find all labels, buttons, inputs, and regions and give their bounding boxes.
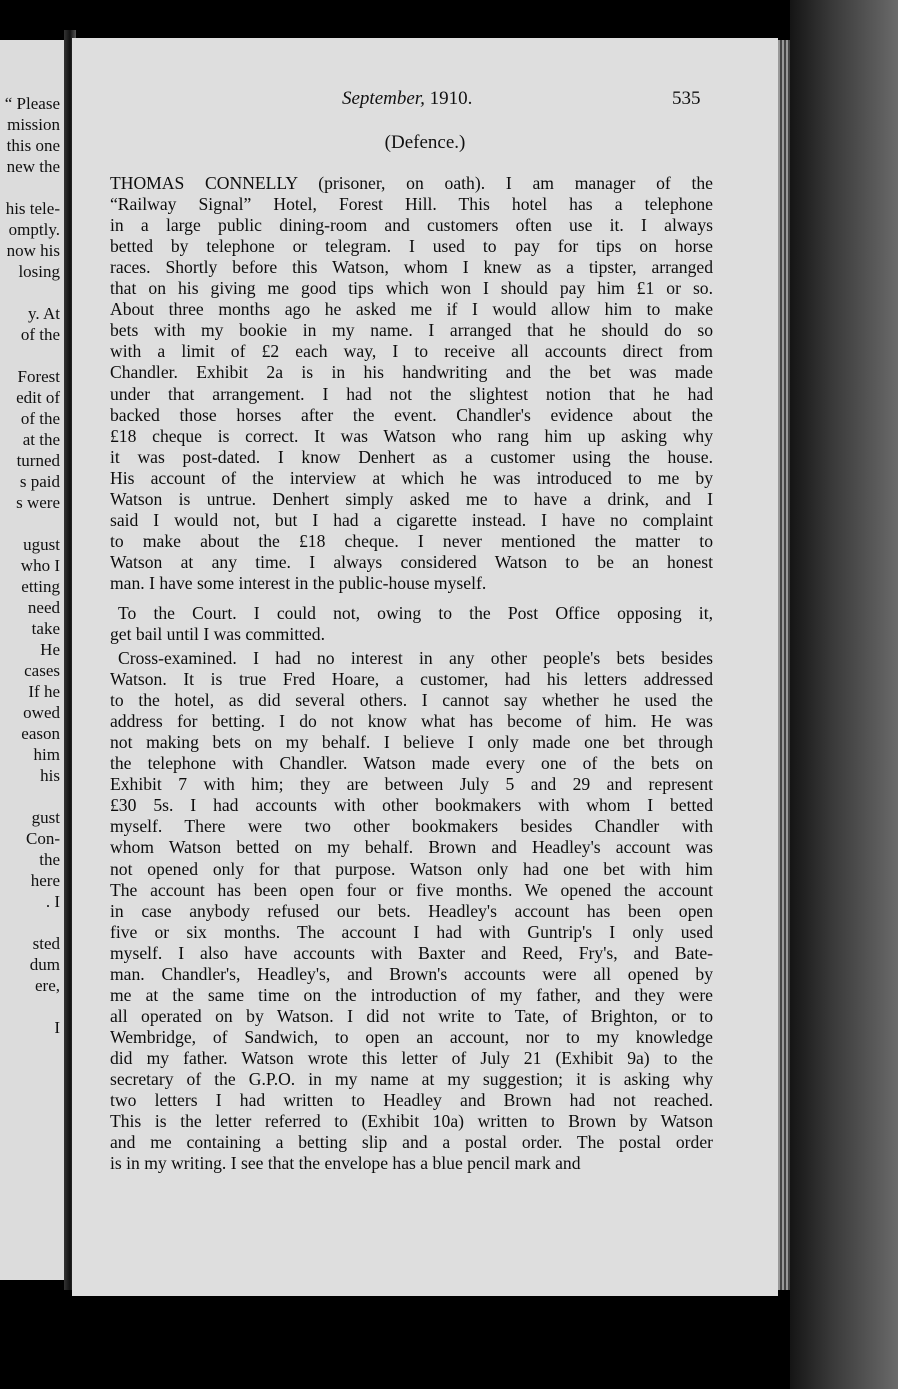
- text-line: myself. There were two other bookmakers besides Chandler with: [110, 816, 713, 837]
- margin-fragment: new the: [6, 157, 60, 176]
- text-line: that on his giving me good tips which won I should pay him £1 or so.: [110, 278, 713, 299]
- margin-fragment: turned: [16, 451, 60, 470]
- margin-fragment: take: [31, 619, 60, 638]
- text-line: “Railway Signal” Hotel, Forest Hill. This hotel has a telephone: [110, 194, 713, 215]
- section-title: (Defence.): [384, 132, 466, 153]
- text-line: whom Watson betted on my behalf. Brown and Headley's account was: [110, 837, 713, 858]
- text-line: Chandler. Exhibit 2a is in his handwriting and the bet was made: [110, 362, 713, 383]
- text-line: two letters I had written to Headley and Brown had not reached.: [110, 1090, 713, 1111]
- text-line: £30 5s. I had accounts with other bookmakers with whom I betted: [110, 795, 713, 816]
- text-line: not making bets on my behalf. I believe I only made one bet through: [110, 732, 713, 753]
- text-line: myself. I also have accounts with Baxter and Reed, Fry's, and Bate-: [110, 942, 713, 963]
- text-line: said I would not, but I had a cigarette instead. I have no complaint: [110, 509, 713, 530]
- margin-fragment: ere,: [34, 976, 60, 995]
- margin-fragment: now his: [6, 241, 60, 260]
- text-line: in case anybody refused our bets. Headley's account has been open: [110, 900, 713, 921]
- text-line: races. Shortly before this Watson, whom I knew as a tipster, arranged: [110, 257, 713, 278]
- text-line: under that arrangement. I had not the slightest notion that he had: [110, 383, 713, 404]
- text-line: to the hotel, as did several others. I cannot say whether he used the: [110, 690, 713, 711]
- text-line: Watson is untrue. Denhert simply asked me to have a drink, and I: [110, 488, 713, 509]
- text-line: did my father. Watson wrote this letter of July 21 (Exhibit 9a) to the: [110, 1047, 713, 1068]
- margin-fragment: him: [33, 745, 60, 764]
- text-line: His account of the interview at which he was introduced to me by: [110, 467, 713, 488]
- margin-fragment: losing: [18, 262, 60, 281]
- margin-fragment: sted: [32, 934, 60, 953]
- margin-fragment: “ Please: [4, 94, 60, 113]
- margin-fragment: I: [54, 1018, 60, 1037]
- margin-fragment: ugust: [23, 535, 60, 554]
- text-line: address for betting. I do not know what has become of him. He was: [110, 711, 713, 732]
- margin-fragment: the: [39, 850, 60, 869]
- margin-fragment: of the: [20, 325, 60, 344]
- facing-page-margin: [0, 40, 64, 1280]
- text-line: Watson at any time. I always considered Watson to be an honest: [110, 551, 713, 572]
- text-line: £18 cheque is correct. It was Watson who rang him up asking why: [110, 425, 713, 446]
- margin-fragment: owed: [23, 703, 60, 722]
- text-line: me at the same time on the introduction of my father, and they were: [110, 984, 713, 1005]
- margin-fragment: Forest: [17, 367, 60, 386]
- text-line: The account has been open four or five months. We opened the account: [110, 879, 713, 900]
- margin-fragment: omptly.: [8, 220, 60, 239]
- margin-fragment: here: [30, 871, 60, 890]
- margin-fragment: If he: [28, 682, 60, 701]
- text-line: About three months ago he asked me if I would allow him to make: [110, 299, 713, 320]
- text-line: the telephone with Chandler. Watson made every one of the bets on: [110, 753, 713, 774]
- margin-fragment: mission: [7, 115, 60, 134]
- scan-background: [790, 0, 898, 1389]
- margin-fragment: need: [27, 598, 60, 617]
- page-edges: [778, 40, 790, 1290]
- text-line: To the Court. I could not, owing to the Post Office opposing it,: [118, 603, 713, 623]
- margin-fragment: Con-: [26, 829, 60, 848]
- margin-fragment: s were: [16, 493, 60, 512]
- margin-fragment: gust: [31, 808, 60, 827]
- text-line: to make about the £18 cheque. I never mentioned the matter to: [110, 530, 713, 551]
- margin-fragment: etting: [21, 577, 60, 596]
- text-line: all operated on by Watson. I did not write to Tate, of Brighton, or to: [110, 1005, 713, 1026]
- text-line: betted by telephone or telegram. I used to pay for tips on horse: [110, 236, 713, 257]
- text-line: is in my writing. I see that the envelope has a blue pencil mark and: [110, 1153, 581, 1174]
- margin-fragment: of the: [20, 409, 60, 428]
- text-line: not opened only for that purpose. Watson only had one bet with him: [110, 858, 713, 879]
- text-line: backed those horses after the event. Chandler's evidence about the: [110, 404, 713, 425]
- text-line: five or six months. The account I had with Guntrip's I only used: [110, 921, 713, 942]
- text-line: Wembridge, of Sandwich, to open an account, nor to my knowledge: [110, 1026, 713, 1047]
- margin-fragment: his tele-: [5, 199, 60, 218]
- text-line: Watson. It is true Fred Hoare, a customer, had his letters addressed: [110, 669, 713, 690]
- margin-fragment: this one: [6, 136, 60, 155]
- margin-fragment: edit of: [16, 388, 60, 407]
- margin-fragment: eason: [21, 724, 60, 743]
- text-line: get bail until I was committed.: [110, 624, 325, 645]
- text-line: with a limit of £2 each way, I to receive all accounts direct from: [110, 341, 713, 362]
- margin-fragment: his: [40, 766, 60, 785]
- running-header-date: [342, 88, 472, 110]
- text-line: secretary of the G.P.O. in my name at my suggestion; it is asking why: [110, 1069, 713, 1089]
- text-line: Cross-examined. I had no interest in any other people's bets besides: [118, 648, 713, 668]
- margin-fragment: s paid: [19, 472, 60, 491]
- book-page: [72, 38, 778, 1296]
- text-line: Exhibit 7 with him; they are between July 5 and 29 and represent: [110, 774, 713, 795]
- text-line: man. I have some interest in the public-house myself.: [110, 572, 487, 593]
- margin-fragment: cases: [24, 661, 60, 680]
- text-line: in a large public dining-room and customers often use it. I always: [110, 215, 713, 236]
- page-number: 535: [672, 88, 701, 109]
- margin-fragment: dum: [29, 955, 60, 974]
- text-line: This is the letter referred to (Exhibit 10a) written to Brown by Watson: [110, 1111, 713, 1132]
- text-line: bets with my bookie in my name. I arranged that he should do so: [110, 320, 713, 341]
- margin-fragment: y. At: [28, 304, 60, 323]
- margin-fragment: at the: [22, 430, 60, 449]
- margin-fragment: who I: [20, 556, 60, 575]
- text-line: it was post-dated. I know Denhert as a customer using the house.: [110, 446, 713, 467]
- margin-fragment: . I: [45, 892, 60, 911]
- margin-fragment: He: [40, 640, 60, 659]
- text-line: man. Chandler's, Headley's, and Brown's accounts were all opened by: [110, 963, 713, 984]
- text-line: and me containing a betting slip and a postal order. The postal order: [110, 1132, 713, 1153]
- header-month: September,: [342, 88, 425, 109]
- text-line: THOMAS CONNELLY (prisoner, on oath). I am manager of the: [110, 173, 713, 193]
- header-year: 1910.: [429, 88, 473, 109]
